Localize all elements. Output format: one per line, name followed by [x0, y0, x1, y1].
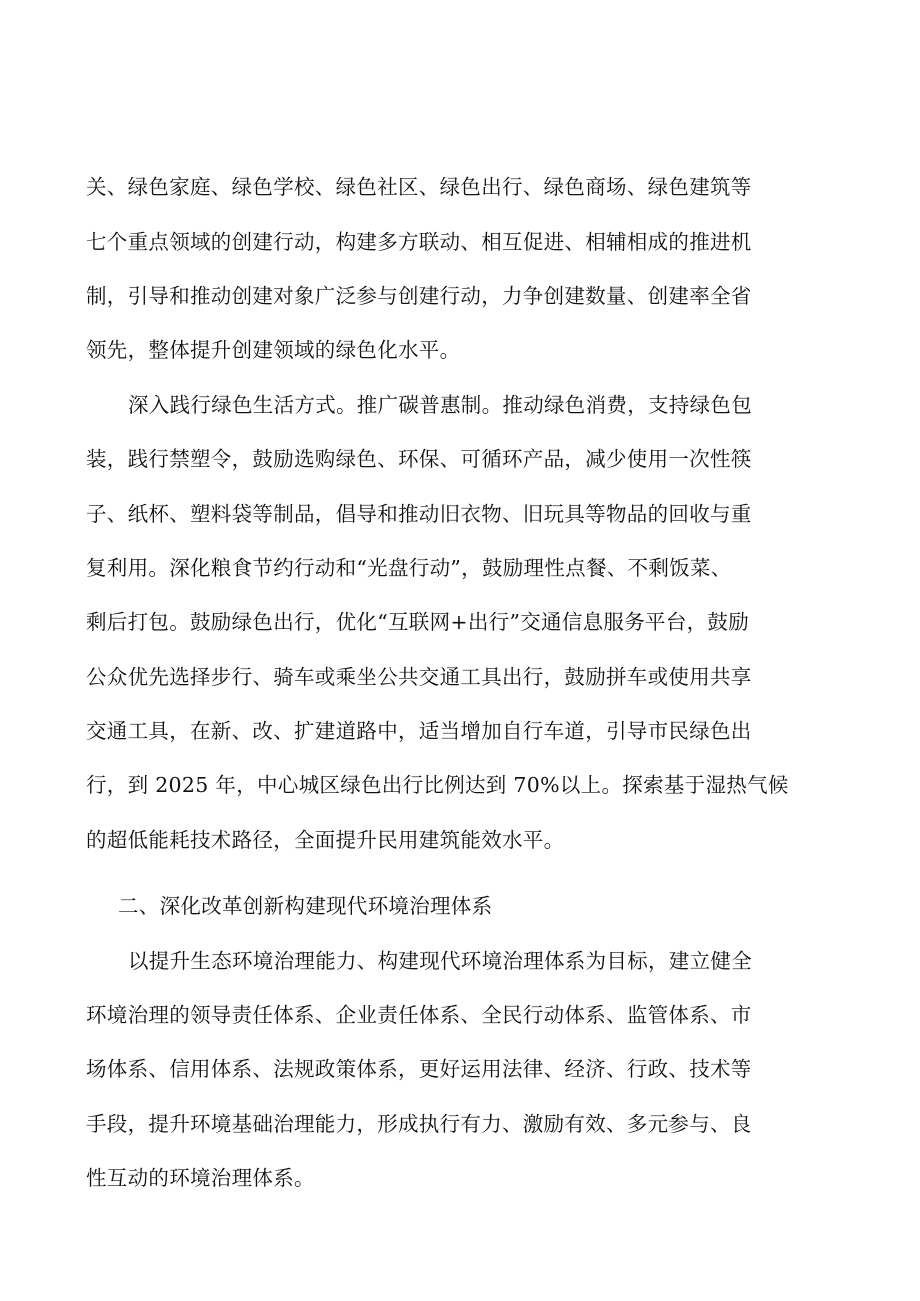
text-line: 制，引导和推动创建对象广泛参与创建行动，力争创建数量、创建率全省 [86, 284, 752, 308]
text-line: 环境治理的领导责任体系、企业责任体系、全民行动体系、监管体系、市 [86, 1003, 752, 1027]
section-heading: 二、深化改革创新构建现代环境治理体系 [118, 894, 493, 918]
text-line: 剩后打包。鼓励绿色出行，优化“互联网+出行”交通信息服务平台，鼓励 [86, 610, 750, 634]
text-line: 性互动的环境治理体系。 [86, 1166, 315, 1190]
text-line: 行，到 2025 年，中心城区绿色出行比例达到 70%以上。探索基于湿热气候 [86, 773, 789, 797]
text-line: 关、绿色家庭、绿色学校、绿色社区、绿色出行、绿色商场、绿色建筑等 [86, 175, 752, 199]
text-line: 交通工具，在新、改、扩建道路中，适当增加自行车道，引导市民绿色出 [86, 719, 752, 743]
text-line: 公众优先选择步行、骑车或乘坐公共交通工具出行，鼓励拼车或使用共享 [86, 665, 752, 689]
text-line: 装，践行禁塑令，鼓励选购绿色、环保、可循环产品，减少使用一次性筷 [86, 447, 752, 471]
text-line: 手段，提升环境基础治理能力，形成执行有力、激励有效、多元参与、良 [86, 1112, 752, 1136]
text-line: 子、纸杯、塑料袋等制品，倡导和推动旧衣物、旧玩具等物品的回收与重 [86, 502, 752, 526]
text-line: 复利用。深化粮食节约行动和“光盘行动”，鼓励理性点餐、不剩饭菜、 [86, 556, 732, 580]
text-line: 领先，整体提升创建领域的绿色化水平。 [86, 338, 461, 362]
text-line: 深入践行绿色生活方式。推广碳普惠制。推动绿色消费，支持绿色包 [128, 393, 752, 417]
text-line: 以提升生态环境治理能力、构建现代环境治理体系为目标，建立健全 [128, 949, 752, 973]
text-line: 的超低能耗技术路径，全面提升民用建筑能效水平。 [86, 828, 565, 852]
text-line: 七个重点领域的创建行动，构建多方联动、相互促进、相辅相成的推进机 [86, 230, 752, 254]
text-line: 场体系、信用体系、法规政策体系，更好运用法律、经济、行政、技术等 [86, 1057, 752, 1081]
